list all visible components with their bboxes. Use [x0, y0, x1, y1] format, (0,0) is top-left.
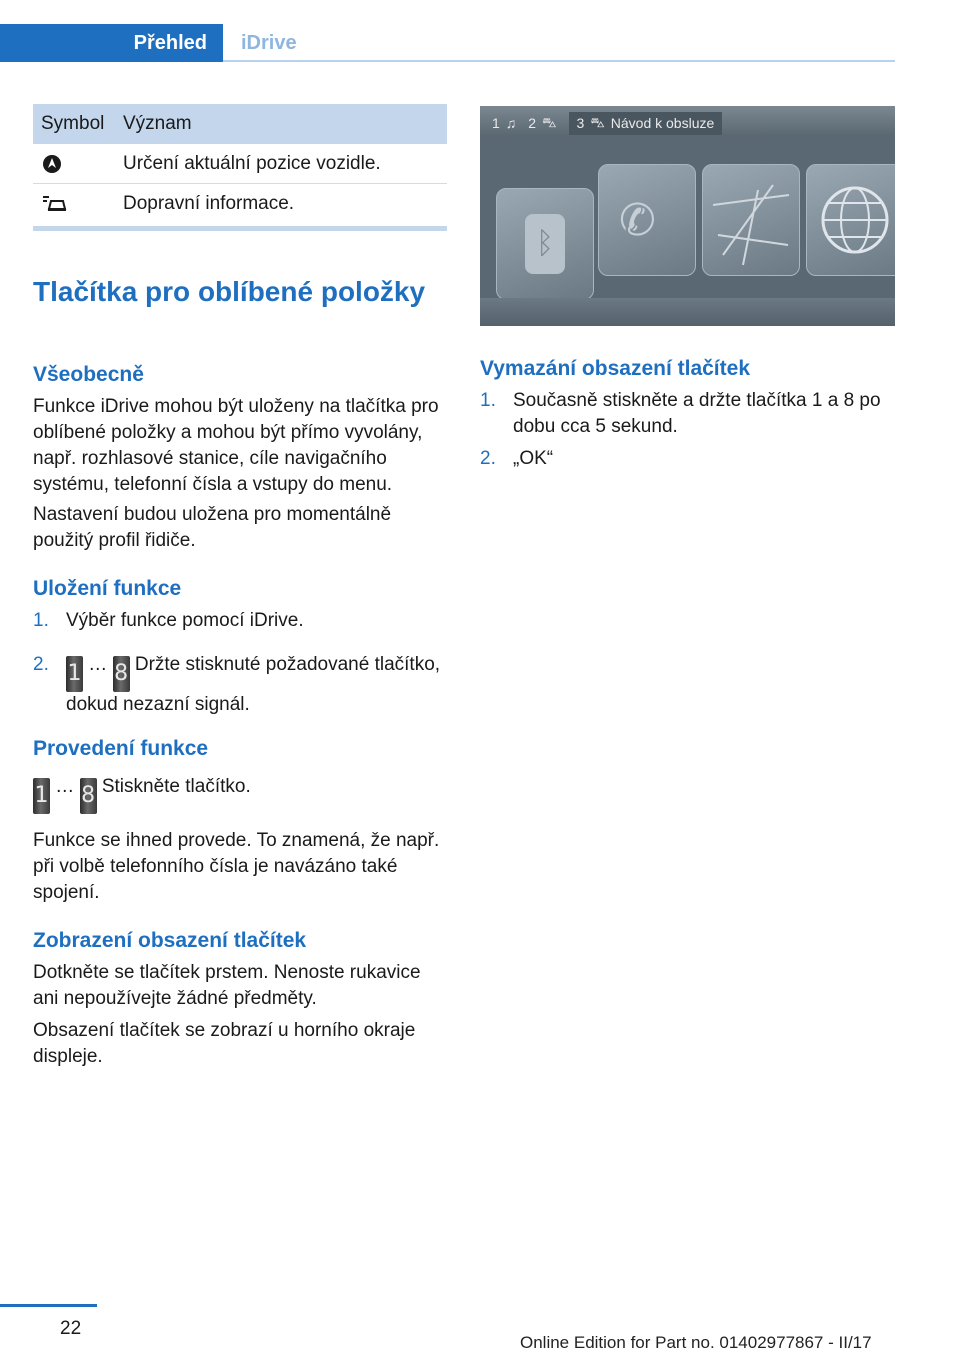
favorite-button-8-icon: 8: [80, 778, 97, 814]
header-symbol: Symbol: [41, 113, 105, 134]
ellipsis: …: [88, 654, 108, 675]
navigation-tile: [702, 164, 800, 276]
favorite-button-8-icon: 8: [113, 656, 130, 692]
save-heading: Uložení funkce: [33, 577, 182, 600]
traffic-icon: [41, 194, 71, 214]
display-paragraph-2: Obsazení tlačítek se zobrazí u horního okraje displeje.: [33, 1020, 416, 1067]
bluetooth-tile: [496, 188, 594, 300]
screen-seg-3: 3: [576, 115, 585, 131]
list-number: 1.: [480, 390, 496, 411]
list-item: [33, 608, 443, 634]
list-item: [33, 652, 443, 718]
phone-tile: [598, 164, 696, 276]
general-heading: Všeobecně: [33, 363, 144, 386]
car-icon: ⛍: [590, 113, 605, 130]
globe-icon: [807, 165, 895, 275]
list-number: 2.: [33, 654, 49, 675]
table-header: [33, 104, 447, 144]
phone-icon: ✆: [619, 196, 656, 245]
list-text: „OK“: [513, 448, 554, 469]
screen-seg-1: 1: [492, 115, 500, 131]
favorite-bar: [492, 112, 828, 134]
screen-label: Návod k obsluze: [610, 115, 715, 131]
general-paragraph-1: Funkce iDrive mohou být uloženy na tlačítka pro oblíbené položky a mohou být přímo vyvolány, např. rozhlasové stanice, cíle navigačního systému, telefonní čísla a vstupy do menu.: [33, 396, 439, 495]
bluetooth-icon: ᛒ: [525, 214, 565, 274]
favorite-button-1-icon: 1: [66, 656, 83, 692]
list-text: Výběr funkce pomocí iDrive.: [66, 610, 304, 631]
row-meaning: Dopravní informace.: [123, 192, 295, 214]
tab-prehled[interactable]: Přehled: [0, 24, 223, 62]
list-number: 2.: [480, 448, 496, 469]
table-row: [33, 144, 447, 184]
music-icon: ♫: [505, 115, 517, 131]
screen-seg-2: 2: [528, 115, 537, 131]
row-meaning: Určení aktuální pozice vozidle.: [123, 152, 381, 174]
internet-tile: [806, 164, 895, 276]
list-number: 1.: [33, 610, 49, 631]
section-title: Tlačítka pro oblíbené položky: [33, 276, 426, 307]
display-paragraph-1: Dotkněte se tlačítek prstem. Nenoste rukavice ani nepoužívejte žádné předměty.: [33, 962, 421, 1009]
ellipsis: …: [55, 776, 75, 797]
general-paragraph-2: Nastavení budou uložena pro momentálně použitý profil řidiče.: [33, 504, 392, 551]
map-icon: [703, 165, 799, 275]
footer-edition: Online Edition for Part no. 01402977867 - II/17: [520, 1333, 872, 1352]
table-row: [33, 184, 447, 223]
idrive-screen-image: [480, 106, 895, 326]
symbol-table: [33, 104, 447, 231]
tab-idrive[interactable]: iDrive: [241, 31, 297, 54]
display-heading: Zobrazení obsazení tlačítek: [33, 929, 307, 952]
position-icon: [41, 153, 63, 175]
execute-heading: Provedení funkce: [33, 737, 209, 760]
delete-heading: Vymazání obsazení tlačítek: [480, 357, 750, 380]
list-text: Držte stisknuté požadované tlačítko, dokud nezazní signál.: [66, 654, 441, 715]
car-icon: ⛍: [542, 113, 557, 130]
list-item: [480, 388, 898, 440]
list-text: Současně stiskněte a držte tlačítka 1 a 8 po dobu cca 5 sekund.: [513, 390, 881, 437]
favorite-button-1-icon: 1: [33, 778, 50, 814]
table-bottom-rule: [33, 226, 447, 231]
list-item: [480, 446, 898, 472]
page-number: 22: [60, 1318, 82, 1339]
tab-divider: [223, 60, 895, 62]
footer-rule: [0, 1304, 97, 1307]
execute-paragraph: Funkce se ihned provede. To znamená, že např. při volbě telefonního čísla je navázáno také spojení.: [33, 830, 440, 903]
header-meaning: Význam: [123, 113, 192, 134]
execute-press-text: Stiskněte tlačítko.: [101, 776, 251, 797]
execute-press: [33, 774, 443, 814]
